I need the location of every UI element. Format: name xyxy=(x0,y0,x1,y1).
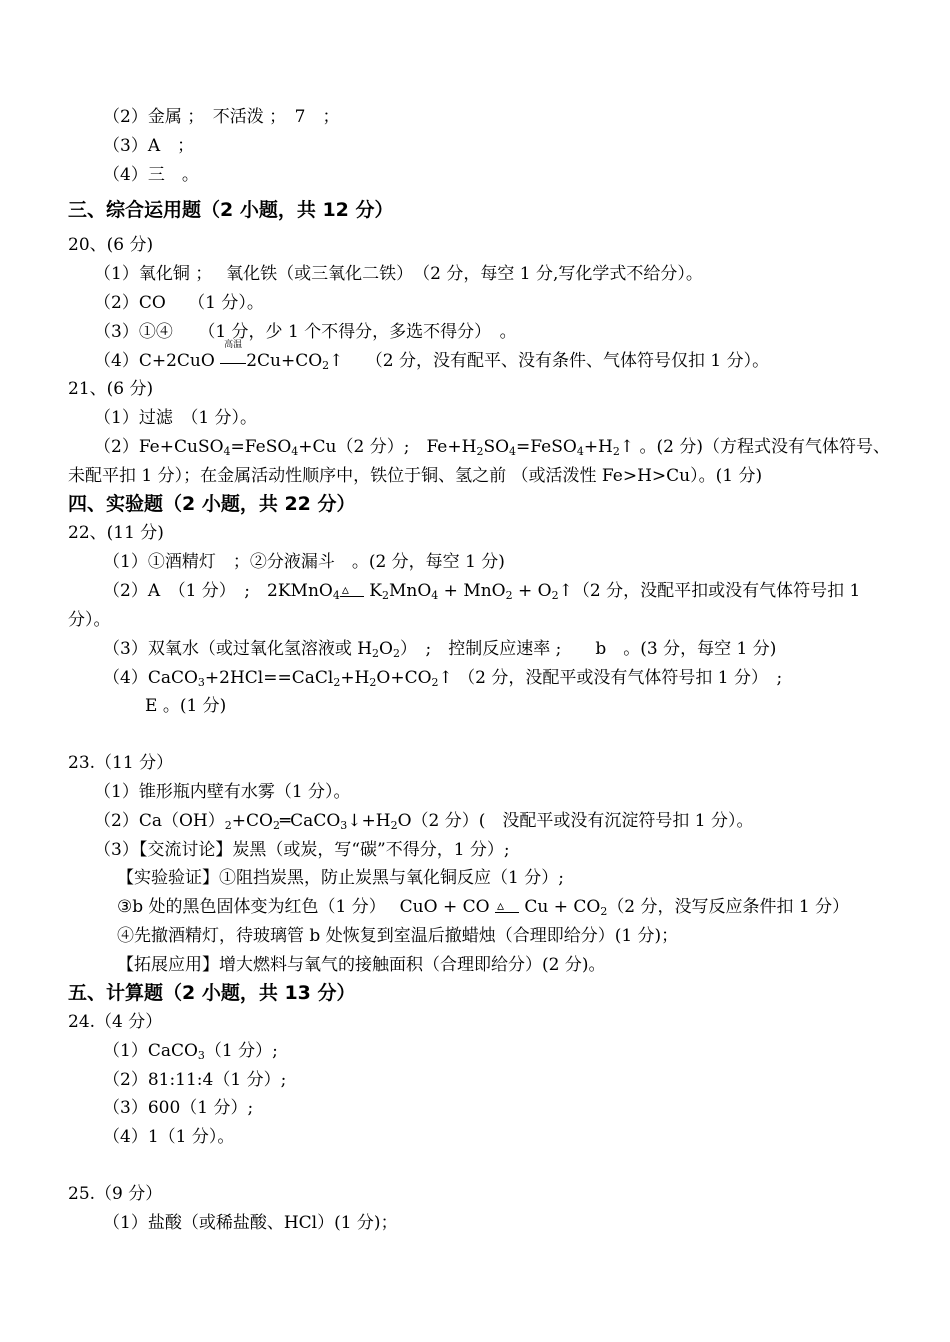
text: ↑ （2 分，没有配平、没有条件、气体符号仅扣 1 分）。 xyxy=(329,351,770,371)
q23-answer-5 xyxy=(117,896,849,918)
q24-answer-4: （4）1（1 分）。 xyxy=(103,1127,235,1147)
text: ↑ （2 分，没配平或没有气体符号扣 1 分） ; xyxy=(438,668,783,688)
subscript: 2 xyxy=(224,819,232,832)
q20-answer-4 xyxy=(94,340,770,372)
subscript: 2 xyxy=(612,445,620,458)
text: +CO xyxy=(231,811,273,831)
question-23: 23.（11 分） xyxy=(68,753,174,773)
subscript: 2 xyxy=(476,445,484,458)
subscript: 2 xyxy=(431,676,439,689)
subscript: 2 xyxy=(600,905,608,918)
q23-answer-4: 【实验验证】①阻挡炭黑，防止炭黑与氧化铜反应（1 分）; xyxy=(117,868,564,888)
text: （3）双氧水（或过氧化氢溶液或 H xyxy=(103,639,373,659)
text: =FeSO xyxy=(516,437,577,457)
text: （2 分，没写反应条件扣 1 分） xyxy=(607,897,850,917)
subscript: 4 xyxy=(576,445,584,458)
text: （2）A （1 分） ; 2KMnO xyxy=(103,581,333,601)
condition-bar xyxy=(220,353,246,364)
text: + MnO xyxy=(438,581,506,601)
text: +Cu（2 分）; Fe+H xyxy=(298,437,477,457)
text: O+CO xyxy=(376,668,432,688)
text: K xyxy=(363,581,382,601)
text: MnO xyxy=(388,581,432,601)
subscript: 2 xyxy=(551,589,559,602)
text: （1）CaCO xyxy=(103,1041,198,1061)
section-heading-5: 五、计算题（2 小题，共 13 分） xyxy=(68,982,356,1004)
text: ↑ 。(2 分)（方程式没有气体符号、 xyxy=(619,437,891,457)
answer-line-3 xyxy=(103,135,194,157)
reaction-condition xyxy=(220,340,246,372)
subscript: 2 xyxy=(505,589,513,602)
subscript: 4 xyxy=(509,445,517,458)
subscript: 2 xyxy=(372,647,380,660)
text: （2）Ca（OH） xyxy=(94,811,225,831)
q23-answer-3: （3）【交流讨论】炭黑（或炭，写“碳”不得分，1 分）; xyxy=(94,840,510,860)
q24-answer-2: （2）81:11:4（1 分）; xyxy=(103,1070,287,1090)
heat-symbol xyxy=(340,583,364,597)
text: （4）C+2CuO xyxy=(94,351,221,371)
q23-answer-7: 【拓展应用】增大燃料与氧气的接触面积（合理即给分）(2 分)。 xyxy=(117,955,606,975)
answer-line-2 xyxy=(103,106,339,128)
question-21: 21、(6 分) xyxy=(68,379,154,399)
q22-answer-2 xyxy=(103,580,860,602)
q24-answer-3: （3）600（1 分）; xyxy=(103,1098,254,1118)
heat-symbol xyxy=(495,899,519,913)
question-25: 25.（9 分） xyxy=(68,1184,163,1204)
text: + O xyxy=(512,581,552,601)
question-20: 20、(6 分) xyxy=(68,235,154,255)
text: （4）CaCO xyxy=(103,668,198,688)
text: SO xyxy=(483,437,510,457)
subscript: 3 xyxy=(197,1049,205,1062)
subscript: 2 xyxy=(333,676,341,689)
q23-answer-1: （1）锥形瓶内壁有水雾（1 分）。 xyxy=(94,782,351,802)
subscript: 2 xyxy=(369,676,377,689)
text: ） ; 控制反应速率 ; b 。(3 分，每空 1 分) xyxy=(399,639,777,659)
text: （4）三 。 xyxy=(103,165,199,185)
text: （2）Fe+CuSO xyxy=(94,437,224,457)
text: ↓+H xyxy=(347,811,391,831)
subscript: 4 xyxy=(291,445,299,458)
q21-answer-2 xyxy=(94,436,890,458)
text: 2Cu+CO xyxy=(246,351,323,371)
subscript: 2 xyxy=(390,819,398,832)
text: （1 分）; xyxy=(204,1041,278,1061)
q20-answer-1: （1）氧化铜 ； 氧化铁（或三氧化二铁） （2 分，每空 1 分,写化学式不给分）。 xyxy=(94,264,703,284)
subscript: 2 xyxy=(272,819,280,832)
condition-text: 高温 xyxy=(224,340,243,350)
subscript: 2 xyxy=(392,647,400,660)
subscript: 2 xyxy=(381,589,389,602)
section-heading-3: 三、综合运用题（2 小题，共 12 分） xyxy=(68,199,394,221)
subscript: 3 xyxy=(197,676,205,689)
q22-answer-2-cont: 分）。 xyxy=(68,610,111,630)
text: ↑（2 分，没配平扣或没有气体符号扣 1 xyxy=(558,581,861,601)
text: =FeSO xyxy=(230,437,292,457)
question-24: 24.（4 分） xyxy=(68,1012,163,1032)
q22-answer-3 xyxy=(103,638,776,660)
answer-line-4 xyxy=(103,164,199,186)
q24-answer-1 xyxy=(103,1040,278,1062)
q25-answer-1: （1）盐酸（或稀盐酸、HCl）(1 分)； xyxy=(103,1213,398,1233)
text: （3）A ； xyxy=(103,136,195,156)
text: ═CaCO xyxy=(279,811,341,831)
text: +2HCl==CaCl xyxy=(204,668,334,688)
q20-answer-3: （3）①④ （1 分，少 1 个不得分，多选不得分） 。 xyxy=(94,322,517,342)
text: O xyxy=(379,639,393,659)
q22-answer-5: E 。(1 分) xyxy=(145,696,227,716)
subscript: 4 xyxy=(223,445,231,458)
q20-answer-2: （2）CO （1 分）。 xyxy=(94,293,264,313)
text: ③b 处的黑色固体变为红色（1 分） CuO + CO xyxy=(117,897,495,917)
question-22: 22、(11 分) xyxy=(68,523,164,543)
q22-answer-4 xyxy=(103,667,782,689)
text: （2）金属 ； 不活泼 ； 7 ； xyxy=(103,107,340,127)
subscript: 2 xyxy=(322,359,330,372)
text: +H xyxy=(340,668,370,688)
q22-answer-1: （1）①酒精灯 ；②分液漏斗 。(2 分，每空 1 分) xyxy=(103,552,505,572)
text: +H xyxy=(583,437,613,457)
section-heading-4: 四、实验题（2 小题，共 22 分） xyxy=(68,493,356,515)
subscript: 4 xyxy=(332,589,340,602)
q23-answer-6: ④先撤酒精灯，待玻璃管 b 处恢复到室温后撤蜡烛（合理即给分）(1 分)； xyxy=(117,926,679,946)
q21-answer-2-cont: 未配平扣 1 分）；在金属活动性顺序中，铁位于铜、氢之前 （或活泼性 Fe>H>Cu）。(1 分) xyxy=(68,466,763,486)
subscript: 4 xyxy=(431,589,439,602)
text: O（2 分）( 没配平或没有沉淀符号扣 1 分）。 xyxy=(397,811,754,831)
q23-answer-2 xyxy=(94,810,754,832)
q21-answer-1: （1）过滤 （1 分）。 xyxy=(94,408,258,428)
text: Cu + CO xyxy=(518,897,601,917)
subscript: 3 xyxy=(340,819,348,832)
